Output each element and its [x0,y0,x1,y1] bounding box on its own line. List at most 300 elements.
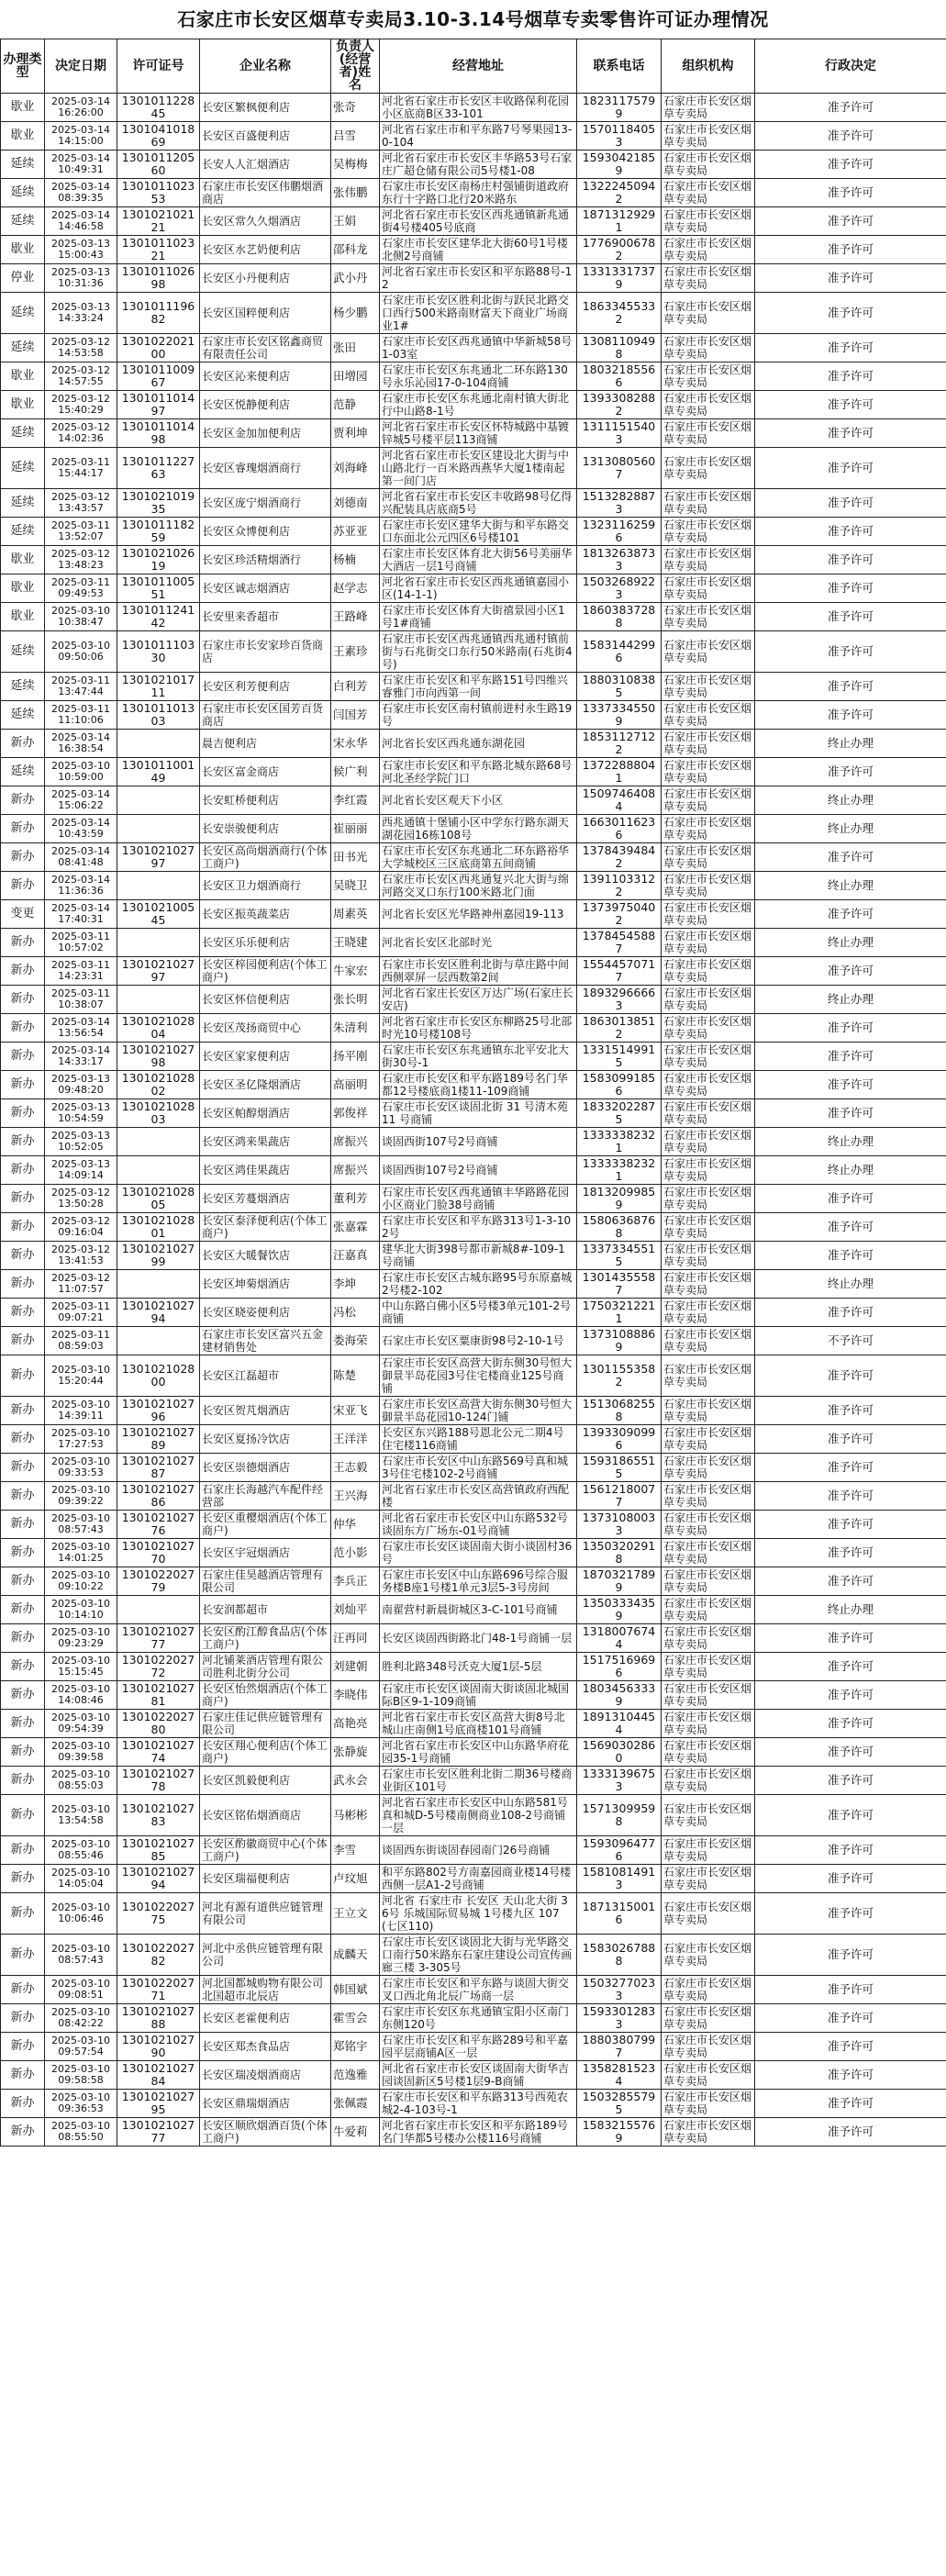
cell-organization: 石家庄市长安区烟草专卖局 [662,1482,755,1511]
cell-type: 延续 [1,334,45,362]
cell-phone: 13111515403 [577,419,662,448]
cell-decision: 准予许可 [755,151,946,179]
column-header: 许可证号 [117,39,200,94]
cell-license-no: 130101122763 [117,448,200,489]
cell-type: 歇业 [1,574,45,603]
cell-organization: 石家庄市长安区烟草专卖局 [662,843,755,872]
cell-phone: 13933090996 [577,1425,662,1454]
cell-license-no: 130102102795 [117,2090,200,2118]
cell-phone: 18703217899 [577,1567,662,1596]
cell-business-name: 长安区顺欣烟酒百货(个体工商户) [200,2118,331,2147]
cell-phone: 18034563339 [577,1681,662,1710]
table-row [1,1893,946,1935]
cell-business-name: 长安区翔心便利店(个体工商户) [200,1738,331,1767]
cell-license-no: 130101110330 [117,631,200,673]
cell-type: 新办 [1,1976,45,2004]
table-row [1,1511,946,1539]
cell-date: 2025-03-10 09:39:58 [45,1738,117,1767]
table-row [1,957,946,986]
cell-person: 娄海荣 [331,1327,380,1355]
table-row [1,1624,946,1653]
cell-date: 2025-03-10 14:01:25 [45,1539,117,1567]
cell-phone: 13739750402 [577,900,662,929]
cell-license-no: 130102102799 [117,1242,200,1270]
cell-business-name: 长安区百盛便利店 [200,122,331,151]
cell-address: 石家庄市长安区东兆通北二环东路130号永乐沁园17-0-104商铺 [380,362,577,391]
cell-phone: 13130805607 [577,448,662,489]
cell-decision: 不予许可 [755,1327,946,1355]
cell-person: 范静 [331,391,380,419]
cell-person: 宋永华 [331,730,380,758]
cell-person: 刘德南 [331,489,380,518]
cell-type: 延续 [1,758,45,786]
cell-date: 2025-03-10 17:27:53 [45,1425,117,1454]
cell-organization: 石家庄市长安区烟草专卖局 [662,546,755,574]
cell-type: 新办 [1,1299,45,1327]
cell-business-name: 长安区梓园便利店(个体工商户) [200,957,331,986]
cell-address: 石家庄市长安区东兆通镇东北平安北大街30号-1 [380,1043,577,1071]
cell-person: 扬平刚 [331,1043,380,1071]
cell-phone: 15831442996 [577,631,662,673]
cell-license-no: 130102102800 [117,1355,200,1397]
cell-organization: 石家庄市长安区烟草专卖局 [662,1454,755,1482]
cell-type: 新办 [1,1539,45,1567]
cell-type: 延续 [1,419,45,448]
cell-date: 2025-03-11 15:44:17 [45,448,117,489]
cell-organization: 石家庄市长安区烟草专卖局 [662,673,755,701]
cell-license-no: 130102101935 [117,489,200,518]
cell-phone: 15930421859 [577,151,662,179]
cell-organization: 石家庄市长安区烟草专卖局 [662,1014,755,1043]
cell-decision: 准予许可 [755,1653,946,1681]
cell-decision: 准予许可 [755,1213,946,1242]
cell-person: 霍雪会 [331,2004,380,2033]
cell-address: 石家庄市长安区谈固南大街小谈固村36号 [380,1539,577,1567]
cell-decision: 准予许可 [755,1185,946,1213]
cell-business-name: 长安区郑杰食品店 [200,2033,331,2061]
cell-phone: 15130682558 [577,1397,662,1425]
cell-phone: 15930964776 [577,1836,662,1865]
table-row [1,1836,946,1865]
cell-license-no: 130102102789 [117,1425,200,1454]
cell-business-name: 河北中丞供应链管理有限公司 [200,1935,331,1976]
table-row [1,1596,946,1624]
cell-organization: 石家庄市长安区烟草专卖局 [662,1099,755,1128]
cell-business-name: 长安区宇冠烟酒店 [200,1539,331,1567]
cell-type: 延续 [1,518,45,546]
cell-decision: 终止办理 [755,929,946,957]
cell-type: 延续 [1,207,45,236]
cell-address: 石家庄市长安区和平东路313号1-3-102号 [380,1213,577,1242]
cell-type: 新办 [1,1624,45,1653]
cell-business-name: 长安区卫力烟酒商行 [200,872,331,900]
cell-address: 河北省长安区观天下小区 [380,786,577,815]
table-row [1,900,946,929]
cell-type: 新办 [1,1482,45,1511]
cell-license-no: 130102102802 [117,1071,200,1099]
cell-address: 河北省石家庄市长安区高营镇政府西配楼 [380,1482,577,1511]
cell-decision: 准予许可 [755,957,946,986]
cell-date: 2025-03-12 13:50:28 [45,1185,117,1213]
cell-date: 2025-03-12 15:40:29 [45,391,117,419]
cell-type: 新办 [1,1681,45,1710]
cell-decision: 准予许可 [755,1043,946,1071]
cell-person: 朱清利 [331,1014,380,1043]
cell-address: 石家庄市长安区和平东路151号四维兴睿雅门市向西第一间 [380,673,577,701]
cell-date: 2025-03-13 14:09:14 [45,1156,117,1185]
cell-type: 歇业 [1,362,45,391]
cell-date: 2025-03-13 10:52:05 [45,1128,117,1156]
cell-type: 延续 [1,448,45,489]
table-row [1,872,946,900]
cell-phone: 13180076744 [577,1624,662,1653]
cell-business-name: 长安区瑞凌烟酒商店 [200,2061,331,2090]
cell-license-no [117,730,200,758]
cell-decision: 准予许可 [755,1099,946,1128]
cell-person: 王晓建 [331,929,380,957]
table-row [1,1327,946,1355]
cell-organization: 石家庄市长安区烟草专卖局 [662,2004,755,2033]
cell-phone: 18332022875 [577,1099,662,1128]
cell-business-name: 长安人人汇烟酒店 [200,151,331,179]
cell-business-name: 长安区水艺奶便利店 [200,236,331,264]
cell-decision: 准予许可 [755,1482,946,1511]
table-row [1,1567,946,1596]
cell-address: 河北省长安区北部时光 [380,929,577,957]
cell-person: 赵学志 [331,574,380,603]
table-row [1,1454,946,1482]
cell-organization: 石家庄市长安区烟草专卖局 [662,1653,755,1681]
cell-license-no: 130101100551 [117,574,200,603]
cell-organization: 石家庄市长安区烟草专卖局 [662,872,755,900]
cell-organization: 石家庄市长安区烟草专卖局 [662,1767,755,1795]
cell-decision: 终止办理 [755,1596,946,1624]
cell-address: 河北省长安区西兆通东湖花园 [380,730,577,758]
cell-decision: 准予许可 [755,603,946,631]
cell-address: 河北省 石家庄市 长安区 天山北大街 36号 乐城国际贸易城 1号楼九区 107 (七区110) [380,1893,577,1935]
cell-date: 2025-03-10 09:36:53 [45,2090,117,2118]
cell-type: 新办 [1,1893,45,1935]
cell-address: 石家庄市长安区东兆通镇宝阳小区南门东侧120号 [380,2004,577,2033]
cell-business-name: 石家庄市长安区铭鑫商贸有限责任公司 [200,334,331,362]
cell-date: 2025-03-10 08:55:50 [45,2118,117,2147]
cell-business-name: 石家庄市长安区伟鹏烟酒商店 [200,179,331,207]
cell-business-name: 长安区圣亿隆烟酒店 [200,1071,331,1099]
cell-date: 2025-03-10 09:57:54 [45,2033,117,2061]
cell-organization: 石家庄市长安区烟草专卖局 [662,574,755,603]
cell-address: 石家庄市长安区胜利北街与草庄路中间西侧翠屏一层西数第2间 [380,957,577,986]
cell-license-no: 130102202772 [117,1653,200,1681]
cell-type: 延续 [1,489,45,518]
cell-decision: 准予许可 [755,1767,946,1795]
cell-address: 石家庄市长安区谈固南大街谈固北城国际B区9-1-109商铺 [380,1681,577,1710]
table-row [1,94,946,122]
cell-organization: 石家庄市长安区烟草专卖局 [662,1327,755,1355]
cell-decision: 准予许可 [755,1397,946,1425]
cell-business-name: 长安区睿瑰烟酒商行 [200,448,331,489]
cell-decision: 准予许可 [755,122,946,151]
cell-business-name: 长安区悦静便利店 [200,391,331,419]
cell-address: 河北省石家庄市长安区中山东路581号真和城D-5号楼南侧商业108-2号商铺一层 [380,1795,577,1836]
cell-person: 张佩霞 [331,2090,380,2118]
cell-license-no: 130102102798 [117,1043,200,1071]
cell-business-name: 长安区鸿来果蔬店 [200,1128,331,1156]
cell-person: 田书光 [331,843,380,872]
cell-address: 河北省长安区光华路神州嘉园19-113 [380,900,577,929]
cell-address: 河北省石家庄市长安区丰收路98号亿得兴配装具店底商5号 [380,489,577,518]
cell-decision: 终止办理 [755,872,946,900]
cell-organization: 石家庄市长安区烟草专卖局 [662,1539,755,1567]
cell-address: 中山东路白佛小区5号楼3单元101-2号商铺 [380,1299,577,1327]
cell-license-no: 130102202771 [117,1976,200,2004]
cell-date: 2025-03-10 14:08:46 [45,1681,117,1710]
cell-license-no: 130102102781 [117,1681,200,1710]
cell-organization: 石家庄市长安区烟草专卖局 [662,2061,755,2090]
cell-date: 2025-03-13 15:00:43 [45,236,117,264]
cell-date: 2025-03-11 11:10:06 [45,701,117,730]
cell-type: 延续 [1,631,45,673]
cell-license-no: 130102100545 [117,900,200,929]
cell-business-name: 长安区庞宁烟酒商行 [200,489,331,518]
cell-type: 歇业 [1,236,45,264]
cell-license-no: 130101124142 [117,603,200,631]
cell-date: 2025-03-13 14:33:24 [45,293,117,334]
cell-address: 谈固西街107号2号商铺 [380,1156,577,1185]
cell-organization: 石家庄市长安区烟草专卖局 [662,2033,755,2061]
cell-address: 石家庄市长安区西兆通镇西兆通村镇前街与石兆街交口东行50米路南(石兆街4号) [380,631,577,673]
cell-person: 李坤 [331,1270,380,1299]
cell-license-no: 130102202780 [117,1710,200,1738]
column-header: 企业名称 [200,39,331,94]
cell-address: 石家庄市长安区体育大街禧景园小区1号1#商铺 [380,603,577,631]
table-row [1,1738,946,1767]
table-row [1,843,946,872]
cell-organization: 石家庄市长安区烟草专卖局 [662,2118,755,2147]
table-row [1,2033,946,2061]
cell-person: 李兵正 [331,1567,380,1596]
table-row [1,1156,946,1185]
cell-phone: 15132828873 [577,489,662,518]
cell-license-no [117,1156,200,1185]
cell-type: 新办 [1,1270,45,1299]
cell-phone: 13503202918 [577,1539,662,1567]
cell-person: 张长明 [331,986,380,1014]
cell-business-name: 长安区帕醇烟酒店 [200,1099,331,1128]
cell-organization: 石家庄市长安区烟草专卖局 [662,1213,755,1242]
cell-address: 石家庄市长安区和平东路北城东路68号河北圣经学院门口 [380,758,577,786]
cell-license-no: 130102102777 [117,2118,200,2147]
cell-phone: 15832155769 [577,2118,662,2147]
cell-business-name: 长安区泰泽便利店(个体工商户) [200,1213,331,1242]
cell-type: 新办 [1,929,45,957]
cell-address: 石家庄市长安区建华大街与和平东路交口东面北公元四区6号楼101 [380,518,577,546]
cell-decision: 准予许可 [755,1738,946,1767]
cell-person: 成麟天 [331,1935,380,1976]
cell-type: 新办 [1,1185,45,1213]
cell-type: 新办 [1,1128,45,1156]
cell-decision: 准予许可 [755,1976,946,2004]
cell-business-name: 河北铺莱酒店管理有限公司胜利北街分公司 [200,1653,331,1681]
cell-person: 张伟鹏 [331,179,380,207]
cell-license-no: 130102102805 [117,1185,200,1213]
cell-phone: 13222450942 [577,179,662,207]
cell-date: 2025-03-14 13:56:54 [45,1014,117,1043]
cell-person: 杨楠 [331,546,380,574]
cell-address: 石家庄市长安区高营大街东侧30号恒大御景半岛花园10-124门铺 [380,1397,577,1425]
cell-decision: 准予许可 [755,1014,946,1043]
cell-license-no: 130102102121 [117,207,200,236]
cell-phone: 15175169696 [577,1653,662,1681]
table-row [1,1935,946,1976]
cell-phone: 15713099598 [577,1795,662,1836]
cell-decision: 准予许可 [755,1935,946,1976]
cell-organization: 石家庄市长安区烟草专卖局 [662,1043,755,1071]
cell-organization: 石家庄市长安区烟草专卖局 [662,334,755,362]
cell-decision: 准予许可 [755,362,946,391]
cell-organization: 石家庄市长安区烟草专卖局 [662,730,755,758]
cell-person: 郭俊祥 [331,1099,380,1128]
cell-license-no: 130101100149 [117,758,200,786]
cell-type: 新办 [1,1865,45,1893]
cell-decision: 准予许可 [755,1539,946,1567]
cell-date: 2025-03-10 09:08:51 [45,1976,117,2004]
column-header: 经营地址 [380,39,577,94]
cell-license-no: 130102102804 [117,1014,200,1043]
cell-organization: 石家庄市长安区烟草专卖局 [662,1681,755,1710]
cell-date: 2025-03-10 09:58:58 [45,2061,117,2090]
table-row [1,419,946,448]
cell-date: 2025-03-10 10:59:00 [45,758,117,786]
table-row [1,1071,946,1099]
cell-decision: 终止办理 [755,815,946,843]
cell-decision: 准予许可 [755,1681,946,1710]
cell-phone: 15032689223 [577,574,662,603]
cell-organization: 石家庄市长安区烟草专卖局 [662,786,755,815]
cell-address: 和平东路802号方南嘉园商业楼14号楼西侧一层A1-2号商铺 [380,1865,577,1893]
cell-type: 新办 [1,2118,45,2147]
table-row [1,207,946,236]
cell-type: 停业 [1,264,45,293]
cell-person: 王兴海 [331,1482,380,1511]
cell-date: 2025-03-10 10:38:47 [45,603,117,631]
cell-phone: 13014355587 [577,1270,662,1299]
cell-person: 牛爱莉 [331,2118,380,2147]
cell-date: 2025-03-10 09:33:53 [45,1454,117,1482]
cell-type: 新办 [1,815,45,843]
cell-date: 2025-03-10 09:39:22 [45,1482,117,1511]
cell-license-no: 130102202775 [117,1893,200,1935]
cell-business-name: 长安区珍活精烟酒行 [200,546,331,574]
cell-phone: 18032185566 [577,362,662,391]
cell-business-name: 长安虹桥便利店 [200,786,331,815]
cell-type: 新办 [1,1454,45,1482]
cell-date: 2025-03-11 14:23:31 [45,957,117,986]
cell-business-name: 河北国都城购物有限公司北国超市北辰店 [200,1976,331,2004]
cell-decision: 准予许可 [755,843,946,872]
table-row [1,2118,946,2147]
cell-type: 歇业 [1,603,45,631]
cell-business-name: 长安崇骏便利店 [200,815,331,843]
cell-business-name: 长安区夏扬冷饮店 [200,1425,331,1454]
cell-organization: 石家庄市长安区烟草专卖局 [662,448,755,489]
cell-decision: 准予许可 [755,2004,946,2033]
cell-date: 2025-03-14 10:43:59 [45,815,117,843]
cell-phone: 13333382321 [577,1128,662,1156]
cell-address: 河北省石家庄市长安区西兆通镇嘉园小区(14-1-1) [380,574,577,603]
cell-phone: 18913104454 [577,1710,662,1738]
cell-phone: 18803807997 [577,2033,662,2061]
cell-phone: 13731088869 [577,1327,662,1355]
table-row [1,1185,946,1213]
cell-person: 闫国芳 [331,701,380,730]
cell-person: 周素英 [331,900,380,929]
cell-phone: 13313317379 [577,264,662,293]
cell-person: 王立文 [331,1893,380,1935]
cell-phone: 18603837288 [577,603,662,631]
table-row [1,986,946,1014]
cell-license-no [117,929,200,957]
cell-business-name: 长安区小丹便利店 [200,264,331,293]
table-row [1,1355,946,1397]
cell-date: 2025-03-11 08:59:03 [45,1327,117,1355]
column-header: 组织机构 [662,39,755,94]
cell-business-name: 河北有源有道供应链管理有限公司 [200,1893,331,1935]
cell-phone: 16630116236 [577,815,662,843]
cell-phone: 18132099859 [577,1185,662,1213]
cell-business-name: 长安区国粹便利店 [200,293,331,334]
cell-organization: 石家庄市长安区烟草专卖局 [662,701,755,730]
cell-date: 2025-03-10 09:50:06 [45,631,117,673]
cell-address: 石家庄市长安区粟康街98号2-10-1号 [380,1327,577,1355]
cell-phone: 15810814913 [577,1865,662,1893]
table-row [1,448,946,489]
cell-person: 杨少鹏 [331,293,380,334]
cell-person: 崔丽丽 [331,815,380,843]
cell-date: 2025-03-12 09:16:04 [45,1213,117,1242]
table-row [1,631,946,673]
cell-decision: 准予许可 [755,1071,946,1099]
table-row [1,1482,946,1511]
cell-person: 郑铭宇 [331,2033,380,2061]
cell-license-no: 130101102353 [117,179,200,207]
cell-type: 新办 [1,1596,45,1624]
cell-person: 田增园 [331,362,380,391]
table-row [1,929,946,957]
cell-person: 席振兴 [331,1128,380,1156]
cell-organization: 石家庄市长安区烟草专卖局 [662,1893,755,1935]
cell-type: 新办 [1,2004,45,2033]
cell-phone: 17769006782 [577,236,662,264]
cell-decision: 准予许可 [755,1710,946,1738]
cell-decision: 准予许可 [755,207,946,236]
cell-business-name: 长安区常久久烟酒店 [200,207,331,236]
cell-license-no [117,1596,200,1624]
cell-type: 新办 [1,1836,45,1865]
cell-license-no: 130102102785 [117,1836,200,1865]
cell-date: 2025-03-14 16:38:54 [45,730,117,758]
cell-business-name: 长安区重樱烟酒店(个体工商户) [200,1511,331,1539]
cell-phone: 15931865515 [577,1454,662,1482]
cell-decision: 准予许可 [755,1299,946,1327]
table-body [1,94,946,2147]
cell-business-name: 长安区沁来便利店 [200,362,331,391]
cell-address: 河北省石家庄市长安区谈固南大街华吉园谈固新区5号楼1层9-B商铺 [380,2061,577,2090]
cell-person: 王路峰 [331,603,380,631]
cell-type: 新办 [1,786,45,815]
cell-type: 新办 [1,2090,45,2118]
table-row [1,1710,946,1738]
cell-license-no: 130101101497 [117,391,200,419]
